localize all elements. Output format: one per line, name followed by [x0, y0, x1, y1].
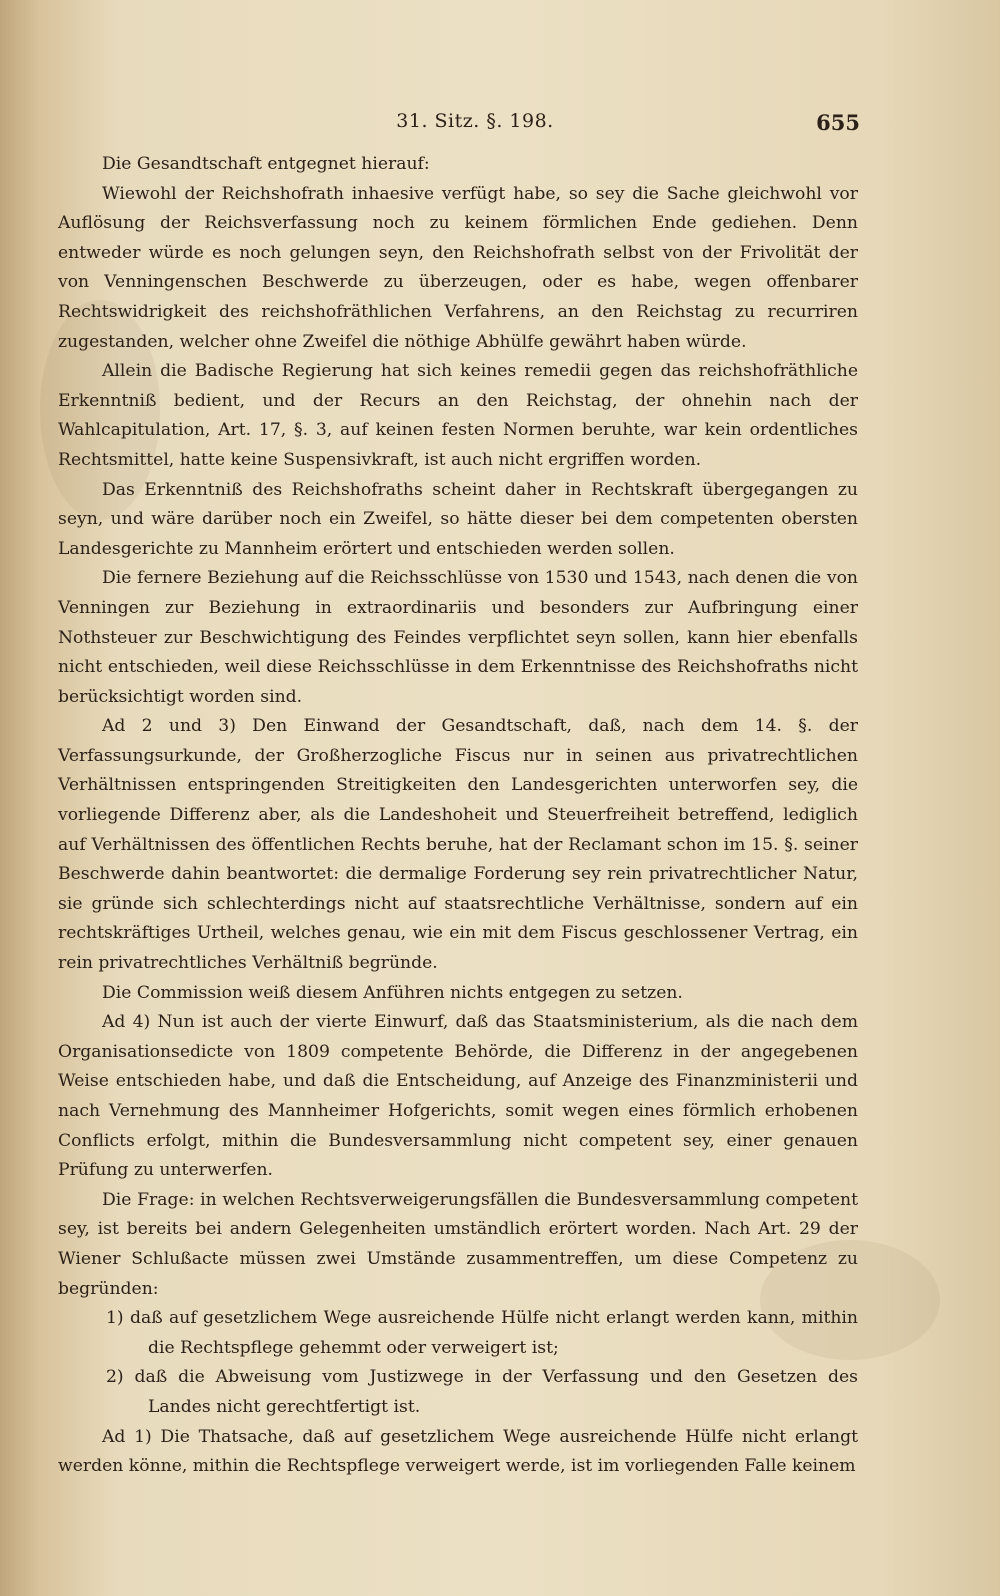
paragraph: Die Gesandtschaft entgegnet hierauf: [102, 154, 430, 174]
body-text [58, 150, 858, 1482]
paragraph: Ad 4) Nun ist auch der vierte Einwurf, daß das Staatsministerium, als die nach dem Organisationsedicte von 1809 competente Behörde, die Differenz in der angegebenen Weise entschieden habe, und daß die Entscheidung, auf Anzeige des Finanzministerii und nach Vernehmung des Mannheimer Hofgerichts, somit wegen eines förmlich erhobenen Conflicts erfolgt, mithin die Bundesversammlung nicht competent sey, einer genauen Prüfung zu unterwerfen. [58, 1012, 858, 1181]
paragraph: Allein die Badische Regierung hat sich keines remedii gegen das reichshofräthliche Erkenntniß bedient, und der Recurs an den Reichstag, der ohnehin nach der Wahlcapitulation, Art. 17, §. 3, auf keinen festen Normen beruhte, war kein ordentliches Rechtsmittel, hatte keine Suspensivkraft, ist auch nicht ergriffen worden. [58, 361, 858, 470]
page-number: 655 [816, 110, 860, 135]
paragraph: Die fernere Beziehung auf die Reichsschlüsse von 1530 und 1543, nach denen die von Venningen zur Beziehung in extraordinariis und besonders zur Aufbringung einer Nothsteuer zur Beschwichtigung des Feindes verpflichtet seyn sollen, kann hier ebenfalls nicht entschieden, weil diese Reichsschlüsse in dem Erkenntnisse des Reichshofraths nicht berücksichtigt worden sind. [58, 568, 858, 707]
page-header [90, 110, 860, 140]
paragraph: Die Frage: in welchen Rechtsverweigerungsfällen die Bundesversammlung competent sey, ist bereits bei andern Gelegenheiten umständlich erörtert worden. Nach Art. 29 der Wiener Schlußacte müssen zwei Umstände zusammentreffen, um diese Competenz zu begründen: [58, 1189, 858, 1299]
paragraph: Die Commission weiß diesem Anführen nichts entgegen zu setzen. [102, 982, 683, 1003]
enumeration-item: 1) daß auf gesetzlichem Wege ausreichende Hülfe nicht erlangt werden kann, mithin die Rechtspflege gehemmt oder verweigert ist; [106, 1308, 858, 1358]
paragraph: Das Erkenntniß des Reichshofraths scheint daher in Rechtskraft übergegangen zu seyn, und wäre darüber noch ein Zweifel, so hätte dieser bei dem competenten obersten Landesgerichte zu Mannheim erörtert und entschieden werden sollen. [58, 479, 858, 559]
enumeration-item: 2) daß die Abweisung vom Justizwege in der Verfassung und den Gesetzen des Landes nicht gerechtfertigt ist. [106, 1367, 858, 1417]
paragraph: Ad 1) Die Thatsache, daß auf gesetzlichem Wege ausreichende Hülfe nicht erlangt werden könne, mithin die Rechtspflege verweigert werde, ist im vorliegenden Falle keinem [58, 1426, 858, 1477]
paragraph: Ad 2 und 3) Den Einwand der Gesandtschaft, daß, nach dem 14. §. der Verfassungsurkunde, der Großherzogliche Fiscus nur in seinen aus privatrechtlichen Verhältnissen entspringenden Streitigkeiten den Landesgerichten unterworfen sey, die vorliegende Differenz aber, als die Landeshoheit und Steuerfreiheit betreffend, lediglich auf Verhältnissen des öffentlichen Rechts beruhe, hat der Reclamant schon im 15. §. seiner Beschwerde dahin beantwortet: die dermalige Forderung sey rein privatrechtlicher Natur, sie gründe sich schlechterdings nicht auf staatsrechtliche Verhältnisse, sondern auf ein rechtskräftiges Urtheil, welches genau, wie ein mit dem Fiscus geschlossener Vertrag, ein rein privatrechtliches Verhältniß begründe. [58, 716, 858, 974]
paragraph: Wiewohl der Reichshofrath inhaesive verfügt habe, so sey die Sache gleichwohl vor Auflösung der Reichsverfassung noch zu keinem förmlichen Ende gediehen. Denn entweder würde es noch gelungen seyn, den Reichshofrath selbst von der Frivolität der von Venningenschen Beschwerde zu überzeugen, oder es habe, wegen offenbarer Rechtswidrigkeit des reichshofräthlichen Verfahrens, an den Reichstag zu recurriren zugestanden, welcher ohne Zweifel die nöthige Abhülfe gewährt haben würde. [58, 183, 858, 352]
running-head: 31. Sitz. §. 198. [396, 110, 554, 132]
